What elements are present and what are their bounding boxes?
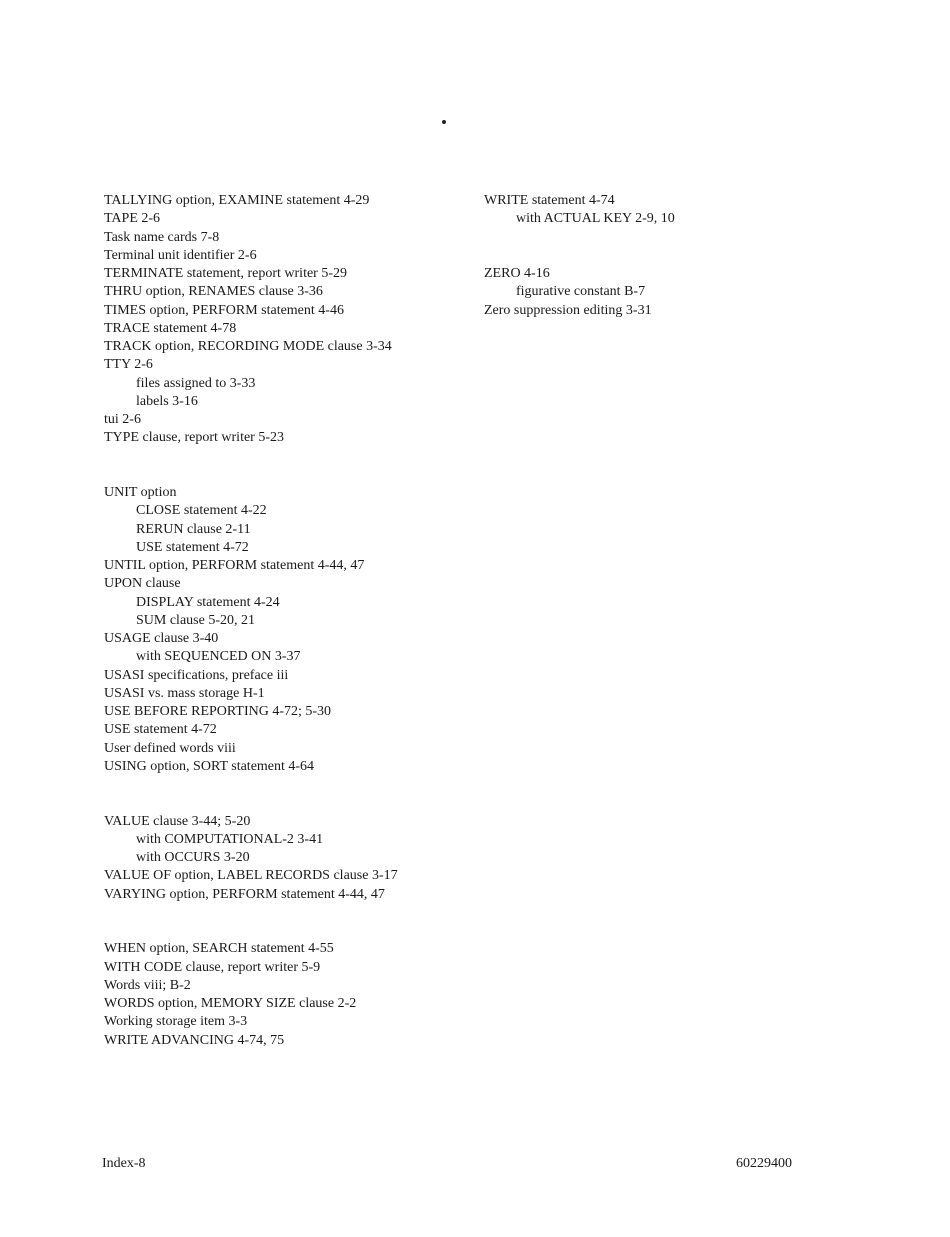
index-subentry: with OCCURS 3-20: [136, 850, 250, 865]
index-entry: WHEN option, SEARCH statement 4-55: [104, 941, 334, 957]
index-subentry: labels 3-16: [136, 393, 198, 409]
index-subentry: RERUN clause 2-11: [136, 521, 251, 537]
index-entry: TTY 2-6: [104, 357, 153, 373]
index-entry: TERMINATE statement, report writer 5-29: [104, 266, 347, 281]
index-entry: WRITE ADVANCING 4-74, 75: [104, 1032, 285, 1048]
document-number: 60229400: [736, 1156, 792, 1171]
index-entry: Words viii; B-2: [104, 977, 191, 993]
index-entry: TALLYING option, EXAMINE statement 4-29: [104, 193, 370, 208]
spacer: [104, 794, 398, 812]
index-entry: WITH CODE clause, report writer 5-9: [104, 959, 321, 975]
index-entry: TRACE statement 4-78: [104, 320, 237, 336]
index-subentry: DISPLAY statement 4-24: [136, 594, 280, 610]
index-entry: ZERO 4-16: [484, 266, 550, 281]
spacer: [104, 448, 398, 466]
index-subentry: with ACTUAL KEY 2-9, 10: [516, 211, 675, 227]
index-column-left: [104, 192, 398, 1050]
index-subentry: with SEQUENCED ON 3-37: [136, 649, 301, 665]
index-entry: UNTIL option, PERFORM statement 4-44, 47: [104, 558, 365, 573]
spacer: [484, 229, 675, 247]
index-subentry: USE statement 4-72: [136, 539, 249, 555]
spacer: [104, 776, 398, 794]
index-entry: tui 2-6: [104, 412, 141, 427]
index-entry: Task name cards 7-8: [104, 229, 220, 245]
index-entry: USE BEFORE REPORTING 4-72; 5-30: [104, 704, 332, 719]
index-entry: USING option, SORT statement 4-64: [104, 758, 315, 774]
index-entry: User defined words viii: [104, 740, 236, 756]
index-entry: USASI vs. mass storage H-1: [104, 685, 265, 701]
index-entry: UPON clause: [104, 576, 181, 592]
spacer: [484, 247, 675, 265]
index-entry: USE statement 4-72: [104, 722, 217, 738]
index-column-right: [484, 192, 675, 320]
index-entry: THRU option, RENAMES clause 3-36: [104, 284, 323, 300]
index-entry: WORDS option, MEMORY SIZE clause 2-2: [104, 996, 357, 1011]
index-entry: TAPE 2-6: [104, 211, 161, 227]
page-mark: [442, 120, 446, 124]
spacer: [104, 922, 398, 940]
index-entry: WRITE statement 4-74: [484, 193, 615, 208]
index-subentry: figurative constant B-7: [516, 284, 646, 300]
page-number: Index-8: [102, 1156, 146, 1171]
index-entry: USASI specifications, preface iii: [104, 667, 289, 683]
index-entry: TRACK option, RECORDING MODE clause 3-34: [104, 339, 392, 354]
spacer: [104, 904, 398, 922]
index-entry: TYPE clause, report writer 5-23: [104, 430, 284, 446]
index-subentry: CLOSE statement 4-22: [136, 503, 267, 519]
index-subentry: with COMPUTATIONAL-2 3-41: [136, 831, 324, 847]
index-entry: VARYING option, PERFORM statement 4-44, 47: [104, 886, 385, 902]
index-entry: Zero suppression editing 3-31: [484, 302, 652, 318]
index-entry: UNIT option: [104, 485, 177, 500]
spacer: [104, 466, 398, 484]
index-subentry: SUM clause 5-20, 21: [136, 612, 255, 628]
index-entry: TIMES option, PERFORM statement 4-46: [104, 302, 344, 318]
index-entry: VALUE clause 3-44; 5-20: [104, 813, 251, 829]
index-entry: Terminal unit identifier 2-6: [104, 247, 257, 263]
index-subentry: files assigned to 3-33: [136, 375, 256, 391]
index-entry: VALUE OF option, LABEL RECORDS clause 3-17: [104, 868, 398, 884]
index-entry: USAGE clause 3-40: [104, 631, 219, 646]
index-entry: Working storage item 3-3: [104, 1014, 248, 1030]
